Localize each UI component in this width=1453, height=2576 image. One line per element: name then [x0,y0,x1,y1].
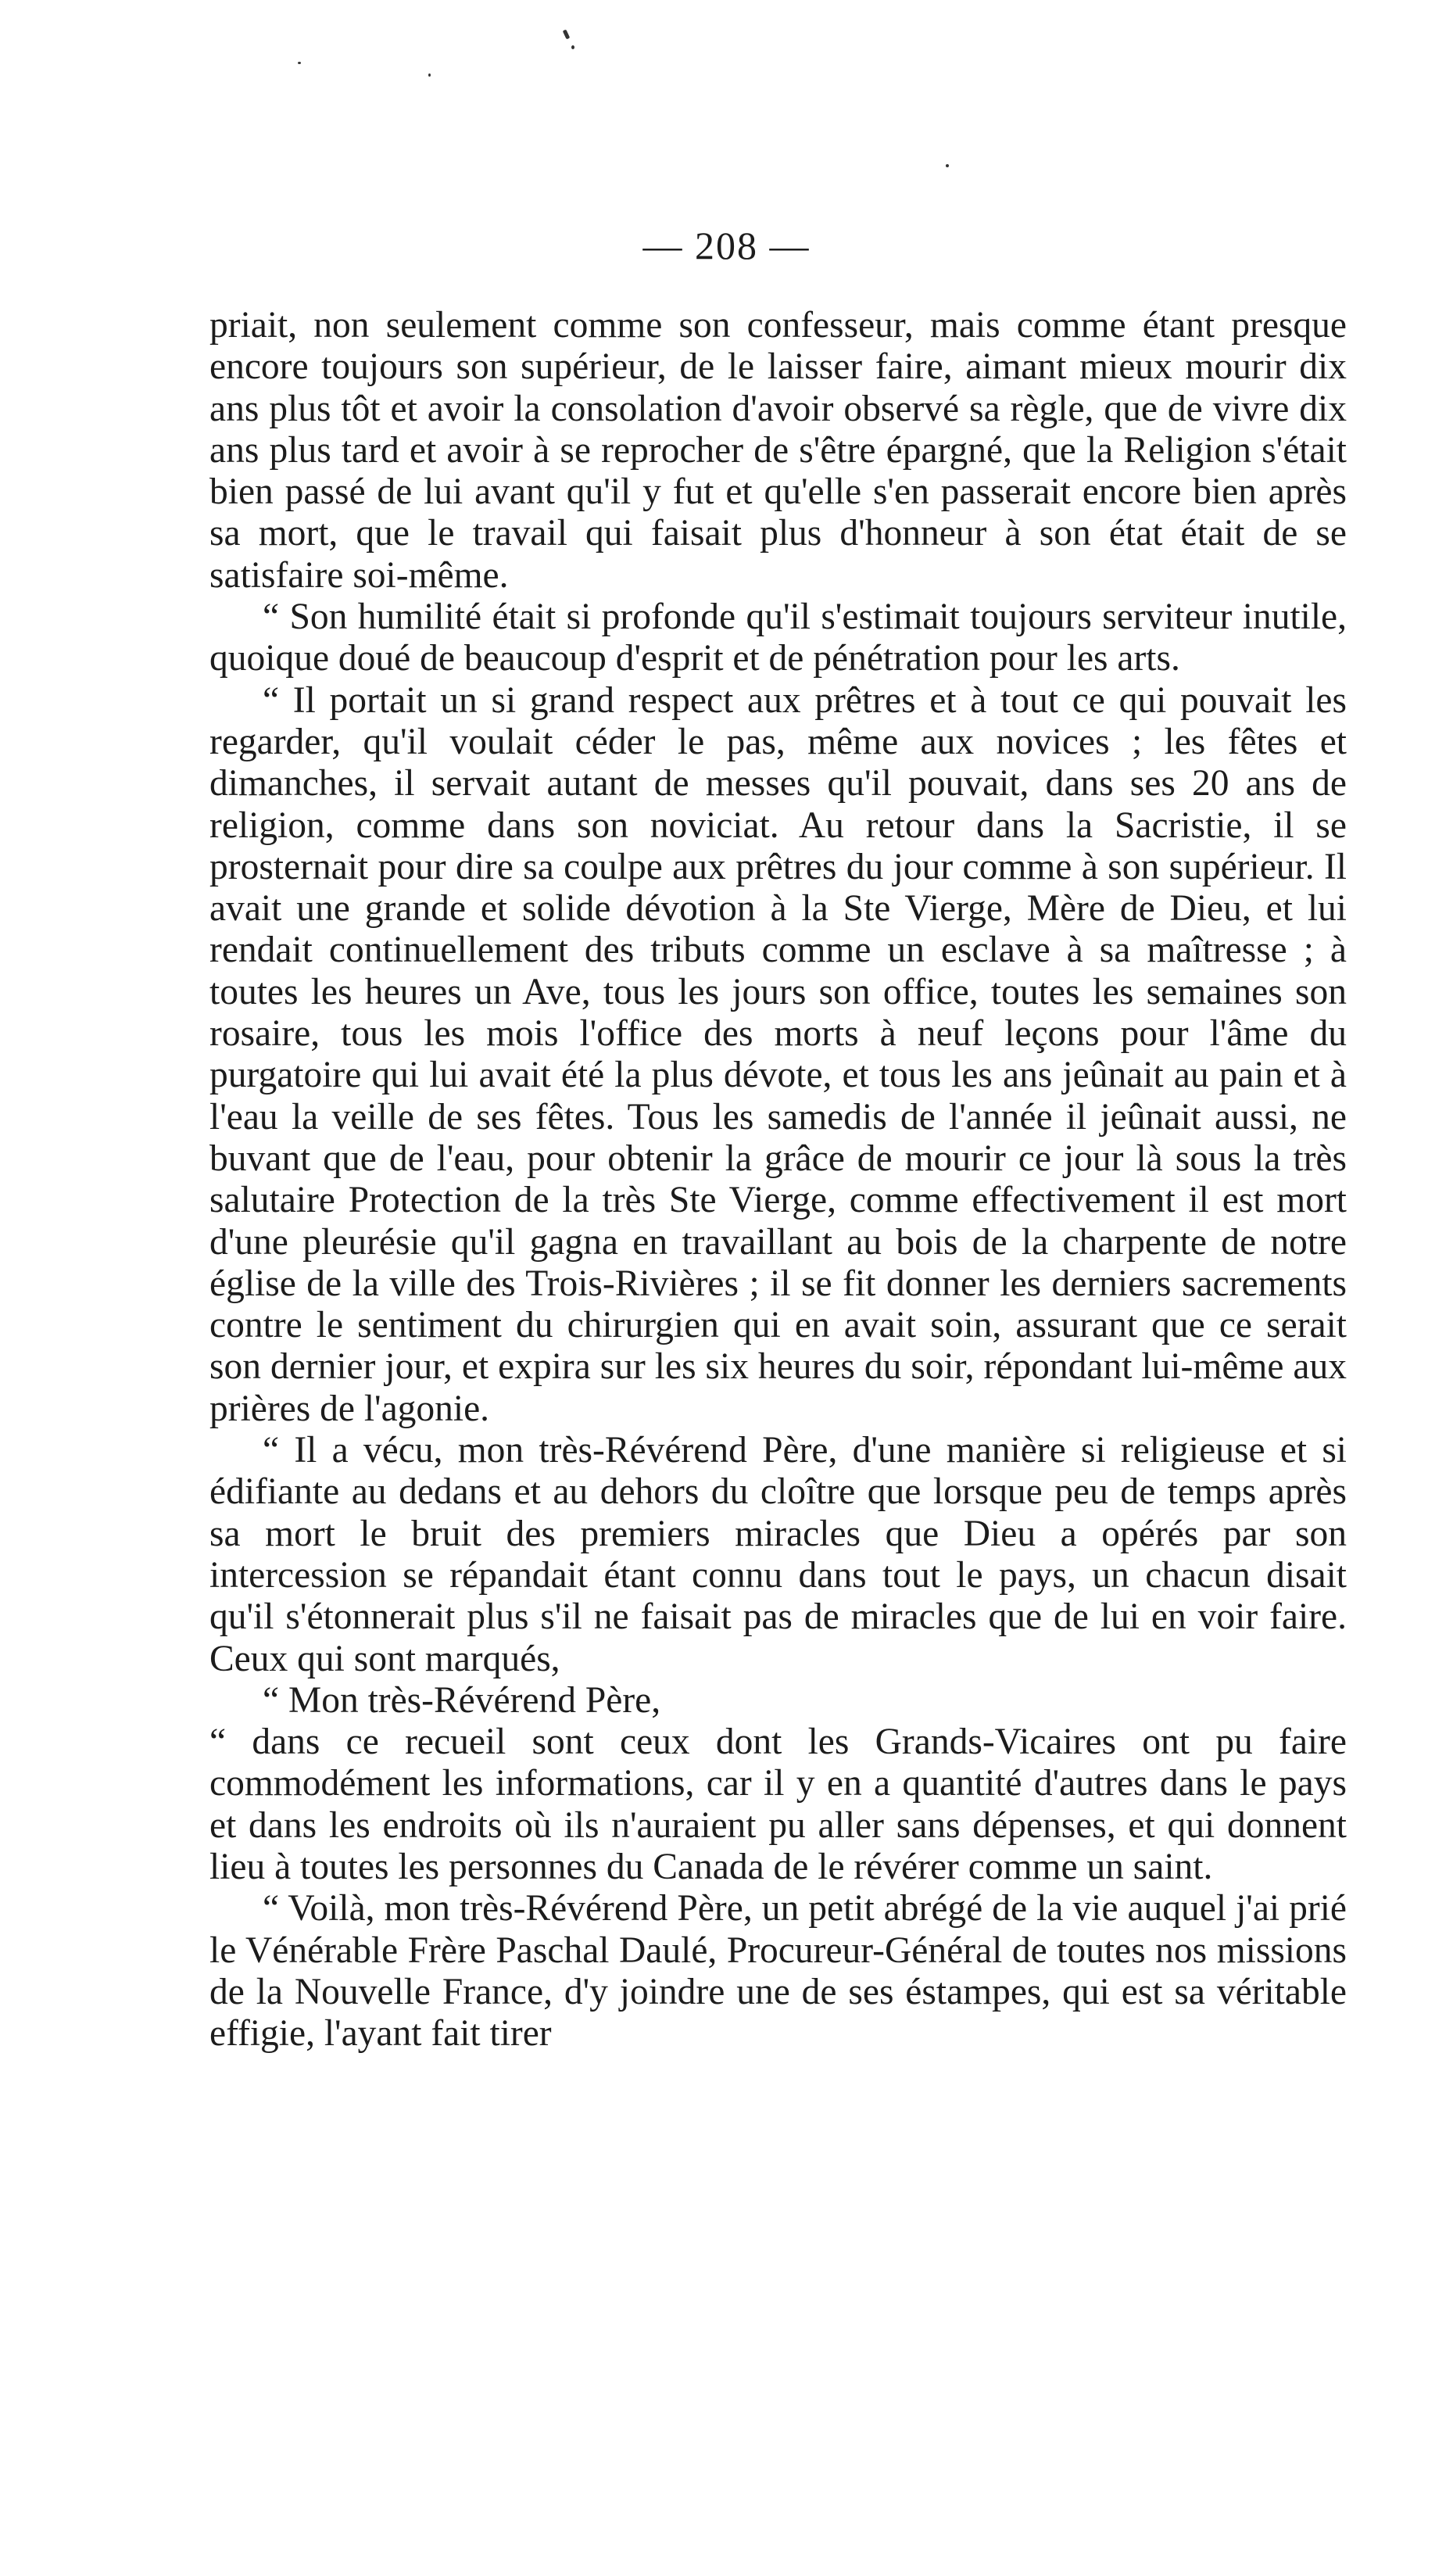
paragraph-collection: “ dans ce recueil sont ceux dont les Grands-Vicaires ont pu faire commodément les informations, car il y en a quantité d'autres dans le pays et dans les endroits où ils n'auraient pu aller sans dépenses, et qui donnent lieu à toutes les personnes du Canada de le révérer comme un saint. [209,1722,1347,1887]
page-number: — 208 — [642,224,811,267]
paragraph-salutation: “ Mon très-Révérend Père, [263,1679,661,1721]
body-text [209,305,1347,2055]
paragraph-humility: “ Son humilité était si profonde qu'il s'estimait toujours serviteur inutile, quoique doué de beaucoup d'esprit et de pénétration pour les arts. [209,597,1347,679]
print-speck [946,164,949,167]
print-speck [563,30,571,40]
paragraph-religious-life-and-miracles: “ Il a vécu, mon très-Révérend Père, d'une manière si religieuse et si édifiante au dedans et au dehors du cloître que lorsque peu de temps après sa mort le bruit des premiers miracles que Dieu a opérés par son intercession se répandait étant connu dans tout le pays, un chacun disait qu'il s'étonnerait plus s'il ne faisait pas de miracles que de lui en voir faire. Ceux qui sont marqués, [209,1430,1347,1679]
print-speck [428,73,431,77]
print-speck [298,62,301,64]
print-speck [571,45,574,49]
paragraph-abridgement: “ Voilà, mon très-Révérend Père, un petit abrégé de la vie auquel j'ai prié le Vénérable Frère Paschal Daulé, Procureur-Général de toutes nos missions de la Nouvelle France, d'y joindre une de ses éstampes, qui est sa véritable effigie, l'ayant fait tirer [209,1888,1347,2055]
paragraph-respect-and-devotion: “ Il portait un si grand respect aux prêtres et à tout ce qui pouvait les regarder, qu'il voulait céder le pas, même aux novices ; les fêtes et dimanches, il servait autant de messes qu'il pouvait, dans ses 20 ans de religion, comme dans son noviciat. Au retour dans la Sacristie, il se prosternait pour dire sa coulpe aux prêtres du jour comme à son supérieur. Il avait une grande et solide dévotion à la Ste Vierge, Mère de Dieu, et lui rendait continuellement des tributs comme un esclave à sa maîtresse ; à toutes les heures un Ave, tous les jours son office, toutes les semaines son rosaire, tous les mois l'office des morts à neuf leçons pour l'âme du purgatoire qui lui avait été la plus dévote, et tous les ans jeûnait au pain et à l'eau la veille de ses fêtes. Tous les samedis de l'année il jeûnait aussi, ne buvant que de l'eau, pour obtenir la grâce de mourir ce jour là sous la très salutaire Protection de la très Ste Vierge, comme effectivement il est mort d'une pleurésie qu'il gagna en travaillant au bois de la charpente de notre église de la ville des Trois-Rivières ; il se fit donner les derniers sacrements contre le sentiment du chirurgien qui en avait soin, assurant que ce serait son dernier jour, et expira sur les six heures du soir, répondant lui-même aux prières de l'agonie. [209,679,1347,1429]
paragraph-continuation: priait, non seulement comme son confesseur, mais comme étant presque encore toujours son supérieur, de le laisser faire, aimant mieux mourir dix ans plus tôt et avoir la consolation d'avoir observé sa règle, que de vivre dix ans plus tard et avoir à se reprocher de s'être épargné, que la Religion s'était bien passé de lui avant qu'il y fut et qu'elle s'en passerait encore bien après sa mort, que le travail qui faisait plus d'honneur à son état était de se satisfaire soi-même. [209,305,1347,596]
